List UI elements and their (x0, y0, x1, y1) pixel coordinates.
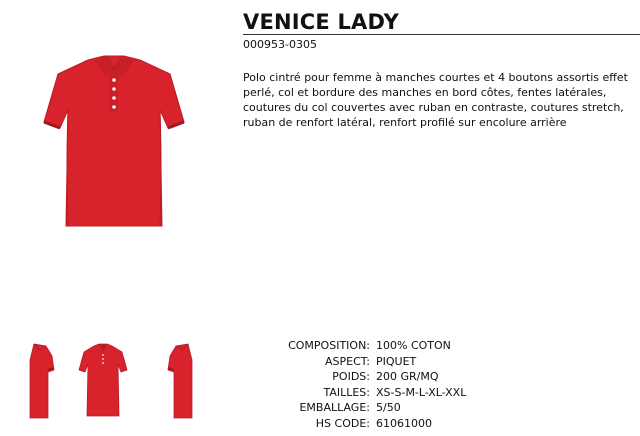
spec-value: PIQUET (376, 354, 417, 368)
spec-row-composition (248, 338, 466, 354)
thumbnail-left-side[interactable] (20, 340, 64, 420)
title-divider (243, 34, 640, 35)
spec-value: 100% COTON (376, 339, 451, 352)
spec-label: POIDS: (332, 370, 370, 383)
polo-front-illustration (28, 48, 200, 248)
thumbnail-front[interactable] (76, 340, 130, 420)
spec-label: HS CODE: (315, 416, 370, 430)
product-description: Polo cintré pour femme à manches courtes et 4 boutons assortis effet perlé, col et bordure des manches en bord côtes, fentes latérales, coutures du col couvertes avec ruban en contraste, coutures stretch, ruban de renfort latéral, renfort profilé sur encolure arrière (243, 71, 628, 129)
spec-label: COMPOSITION: (288, 339, 370, 352)
spec-value: 200 GR/MQ (376, 370, 439, 383)
spec-label: EMBALLAGE: (299, 401, 370, 414)
spec-row-hs-code (248, 416, 466, 432)
spec-value: 61061000 (376, 416, 432, 430)
spec-row-aspect (248, 354, 466, 370)
polo-right-side-illustration (158, 340, 202, 420)
spec-row-poids (248, 369, 466, 385)
specs-table (248, 338, 466, 431)
product-title: VENICE LADY (243, 10, 399, 34)
thumbnail-right-side[interactable] (158, 340, 202, 420)
spec-value: 5/50 (376, 401, 401, 414)
spec-label: TAILLES: (323, 385, 370, 399)
spec-value: XS-S-M-L-XL-XXL (376, 385, 467, 399)
spec-row-emballage (248, 400, 466, 416)
product-main-image (28, 48, 200, 248)
polo-left-side-illustration (20, 340, 64, 420)
product-code: 000953-0305 (243, 38, 317, 51)
spec-label: ASPECT: (325, 354, 370, 368)
polo-front-thumb-illustration (76, 340, 130, 420)
spec-row-tailles (248, 385, 466, 401)
